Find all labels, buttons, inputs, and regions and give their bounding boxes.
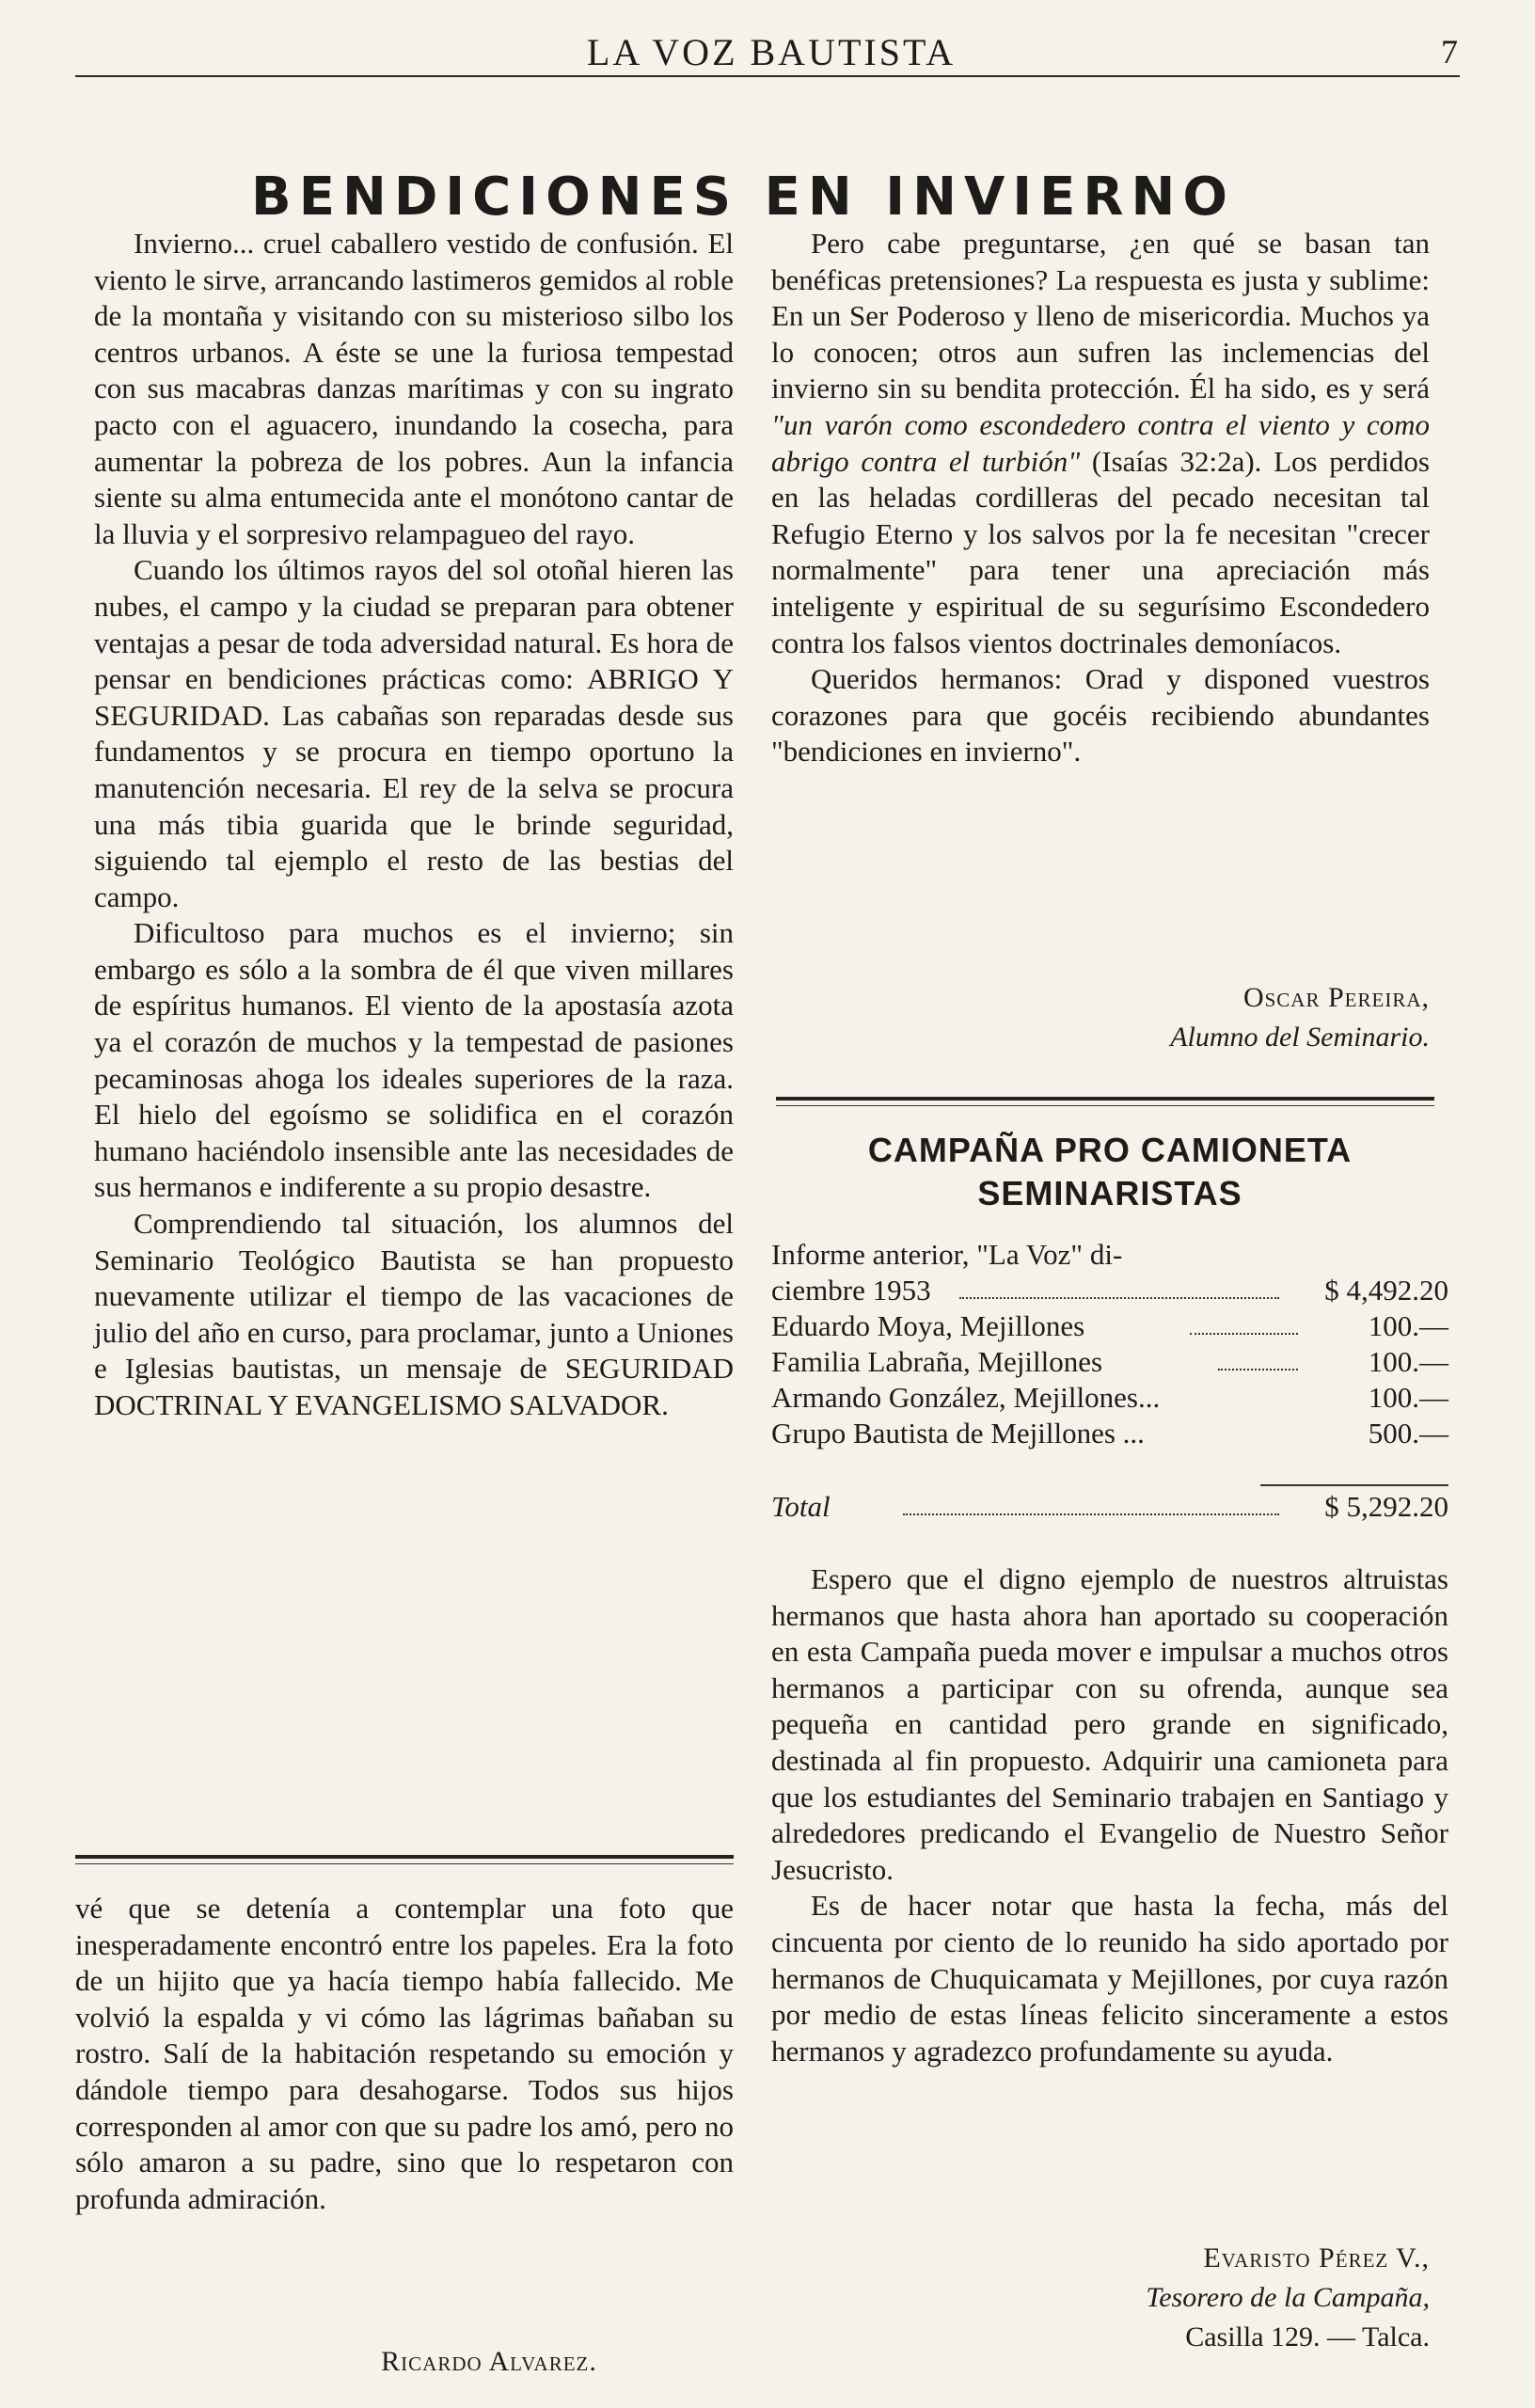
fragment-author: Ricardo Alvarez. [381, 2346, 597, 2377]
section-divider-thin [75, 1863, 734, 1864]
campaign-signature [941, 2239, 1430, 2357]
campaign-paragraph: Es de hacer notar que hasta la fecha, más del cincuenta por ciento de lo reunido ha sido aportado por hermanos de Chuquicamata y Mejillones, por cuya razón por medio de estas líneas felicito sinceramente a estos hermanos y agradezco profundamente su ayuda. [771, 1889, 1448, 2067]
paragraph-text: (Isaías 32:2a). Los perdidos en las heladas cordilleras del pecado necesitan tal Refugio Eterno y los salvos por la fe necesitan "crecer normalmente" para tener una apreciación más inteligente y espiritual de su segurísimo Escondedero contra los falsos vientos doctrinales demoníacos. [771, 444, 1430, 659]
article-paragraph [771, 226, 1430, 661]
leader-dots [959, 1297, 1279, 1299]
article-paragraph: Cuando los últimos rayos del sol otoñal hieren las nubes, el campo y la ciudad se preparan para obtener ventajas a pesar de toda adversidad natural. Es hora de pensar en bendiciones prácticas como: ABRIGO Y SEGURIDAD. Las cabañas son reparadas desde sus fundamentos y se procura en tiempo oportuno la manutención necesaria. El rey de la selva se procura una más tibia guarida que le brinde seguridad, siguiendo tal ejemplo el resto de las bestias del campo. [94, 553, 734, 913]
article-paragraph: Invierno... cruel caballero vestido de confusión. El viento le sirve, arrancando lastimeros gemidos al roble de la montaña y visitando con su misterioso silbo los centros urbanos. A éste se une la furiosa tempestad con sus macabras danzas marítimas y con su ingrato pacto con el aguacero, inundando la cosecha, para aumentar la pobreza de los pobres. Aun la infancia siente su alma entumecida ante el monótono cantar de la lluvia y el sorpresivo relampagueo del rayo. [94, 227, 734, 550]
signer-name: Evaristo Pérez V., [1203, 2242, 1430, 2273]
header-rule [75, 75, 1460, 77]
donor-name: Eduardo Moya, Mejillones [771, 1309, 1085, 1342]
ledger-row [771, 1237, 1448, 1273]
campaign-text [771, 1561, 1448, 2069]
ledger-row [771, 1416, 1448, 1451]
paragraph-text: Pero cabe preguntarse, ¿en qué se basan tan benéficas pretensiones? La respuesta es justa y sublime: En un Ser Poderoso y lleno de misericordia. Muchos ya lo conocen; otros aun sufren las inclemencias del invierno sin su bendita protección. Él ha sido, es y será [771, 227, 1430, 405]
article-paragraph: Comprendiendo tal situación, los alumnos del Seminario Teológico Bautista se han propuesto nuevamente utilizar el tiempo de las vacaciones de julio del año en curso, para proclamar, junto a Uniones e Iglesias bautistas, un mensaje de SEGURIDAD DOCTRINAL Y EVANGELISMO SALVADOR. [94, 1207, 734, 1421]
total-rule [1260, 1484, 1448, 1486]
donation-amount: $ 4,492.20 [1324, 1274, 1448, 1307]
donation-ledger [771, 1237, 1448, 1525]
page-number: 7 [1441, 33, 1458, 71]
ledger-row [771, 1344, 1448, 1380]
donation-amount: 100.— [1368, 1345, 1448, 1378]
leader-dots [903, 1513, 1279, 1515]
donor-name: Armando González, Mejillones... [771, 1381, 1161, 1414]
donor-name: Familia Labraña, Mejillones [771, 1345, 1103, 1378]
total-label: Total [771, 1490, 831, 1523]
leader-dots [1218, 1369, 1298, 1370]
article-right-column [771, 226, 1430, 770]
campaign-title-line: SEMINARISTAS [977, 1174, 1242, 1212]
author-role: Alumno del Seminario. [1170, 1022, 1430, 1053]
donation-amount: 100.— [1368, 1309, 1448, 1342]
fragment-column [75, 1891, 734, 2217]
section-divider-thin [776, 1105, 1434, 1106]
signer-role: Tesorero de la Campaña, [1146, 2282, 1430, 2313]
fragment-paragraph: vé que se detenía a contemplar una foto que inesperadamente encontró entre los papeles. Era la foto de un hijito que ya hacía tiempo había fallecido. Me volvió la espalda y vi cómo las lágrimas bañaban su rostro. Salí de la habitación respetando su emoción y dándole tiempo para desahogarse. Todos sus hijos corresponden al amor con que su padre los amó, pero no sólo amaron a su padre, sino que lo respetaron con profunda admiración. [75, 1892, 734, 2215]
donation-amount: 100.— [1368, 1381, 1448, 1414]
leader-dots [1190, 1333, 1298, 1335]
ledger-row [771, 1380, 1448, 1416]
running-header [75, 26, 1467, 83]
article-paragraph: Dificultoso para muchos es el invierno; sin embargo es sólo a la sombra de él que viven millares de espíritus humanos. El viento de la apostasía azota ya el corazón de muchos y la tempestad de pasiones pecaminosas ahoga los ideales superiores de la raza. El hielo del egoísmo se solidifica en el corazón humano haciéndolo insensible ante las necesidades de sus hermanos e indiferente a su propio desastre. [94, 916, 734, 1204]
donation-amount: 500.— [1368, 1417, 1448, 1450]
ledger-row [771, 1308, 1448, 1344]
bible-quote: "un varón como escondedero contra el viento y como abrigo contra el turbión" [771, 407, 1430, 478]
signer-address: Casilla 129. — Talca. [1185, 2321, 1430, 2353]
donor-name: ciembre 1953 [771, 1274, 931, 1307]
ledger-row [771, 1273, 1448, 1308]
donor-name: Informe anterior, "La Voz" di- [771, 1238, 1123, 1271]
campaign-title [781, 1129, 1439, 1215]
article-signature [941, 978, 1430, 1057]
article-title: BENDICIONES EN INVIERNO [251, 166, 1235, 228]
section-divider [75, 1855, 734, 1859]
fragment-signature [245, 2342, 734, 2382]
article-left-column [94, 226, 734, 1424]
total-amount: $ 5,292.20 [1324, 1490, 1448, 1523]
campaign-title-line: CAMPAÑA PRO CAMIONETA [867, 1131, 1353, 1169]
ledger-total-row [771, 1489, 1448, 1525]
running-title: LA VOZ BAUTISTA [586, 31, 957, 73]
author-name: Oscar Pereira, [1242, 982, 1430, 1013]
donor-name: Grupo Bautista de Mejillones ... [771, 1417, 1145, 1450]
campaign-paragraph: Espero que el digno ejemplo de nuestros altruistas hermanos que hasta ahora han aportado su cooperación en esta Campaña pueda mover e impulsar a muchos otros hermanos a participar con su ofrenda, aunque sea pequeña en cantidad pero grande en significado, destinada al fin propuesto. Adquirir una camioneta para que los estudiantes del Seminario trabajen en Santiago y alrededores predicando el Evangelio de Nuestro Señor Jesucristo. [771, 1562, 1448, 1886]
section-divider [776, 1097, 1434, 1101]
article-paragraph: Queridos hermanos: Orad y disponed vuestros corazones para que gocéis recibiendo abundantes "bendiciones en invierno". [771, 662, 1430, 768]
